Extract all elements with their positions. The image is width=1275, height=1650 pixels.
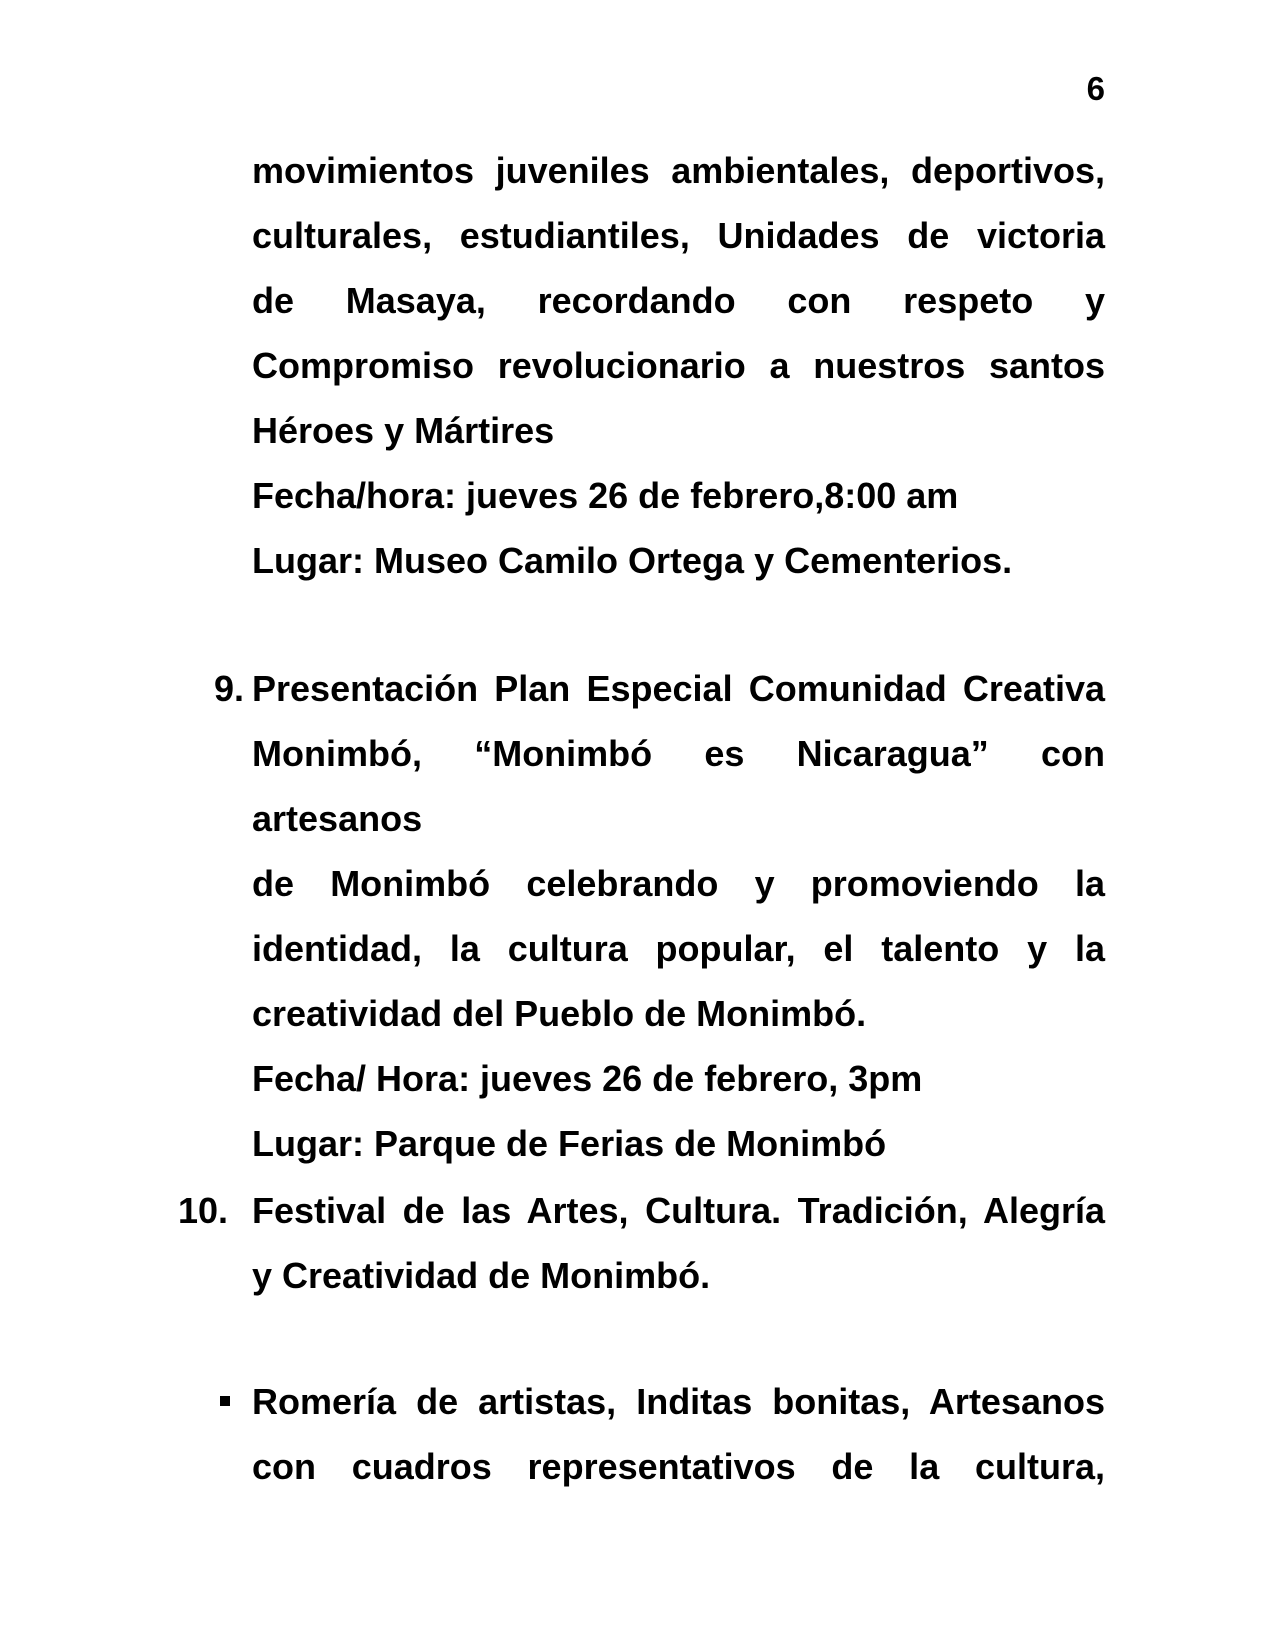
text-line: de Monimbó celebrando y promoviendo la xyxy=(252,863,1105,904)
fecha-line: Fecha/hora: jueves 26 de febrero,8:00 am xyxy=(252,475,959,516)
text-line: con cuadros representativos de la cultura, xyxy=(252,1446,1105,1487)
text-line: Monimbó, “Monimbó es Nicaragua” con artesanos xyxy=(252,733,1105,839)
lugar-line: Lugar: Parque de Ferias de Monimbó xyxy=(252,1123,887,1164)
lugar-line: Lugar: Museo Camilo Ortega y Cementerios. xyxy=(252,540,1013,581)
text-line: Romería de artistas, Inditas bonitas, Artesanos xyxy=(252,1381,1105,1422)
list-item-9 xyxy=(214,656,1105,1176)
page-number: 6 xyxy=(1086,70,1105,107)
text-line: movimientos juveniles ambientales, deportivos, xyxy=(252,150,1105,191)
square-bullet-icon xyxy=(220,1396,230,1406)
list-item-10 xyxy=(178,1178,1105,1308)
text-line: culturales, estudiantiles, Unidades de victoria xyxy=(252,215,1105,256)
text-line: Compromiso revolucionario a nuestros santos xyxy=(252,345,1105,386)
text-line: de Masaya, recordando con respeto y xyxy=(252,280,1105,321)
list-number: 9. xyxy=(214,668,245,709)
text-line: y Creatividad de Monimbó. xyxy=(252,1255,711,1296)
text-line: identidad, la cultura popular, el talento y la xyxy=(252,928,1105,969)
text-line: Festival de las Artes, Cultura. Tradición, Alegría xyxy=(252,1190,1105,1231)
text-line: creatividad del Pueblo de Monimbó. xyxy=(252,993,867,1034)
paragraph-item8-continuation xyxy=(252,138,1105,593)
fecha-line: Fecha/ Hora: jueves 26 de febrero, 3pm xyxy=(252,1058,923,1099)
list-number: 10. xyxy=(178,1190,229,1231)
bullet-list-item xyxy=(252,1369,1105,1499)
text-line: Presentación Plan Especial Comunidad Creativa xyxy=(252,668,1105,709)
text-line: Héroes y Mártires xyxy=(252,410,555,451)
